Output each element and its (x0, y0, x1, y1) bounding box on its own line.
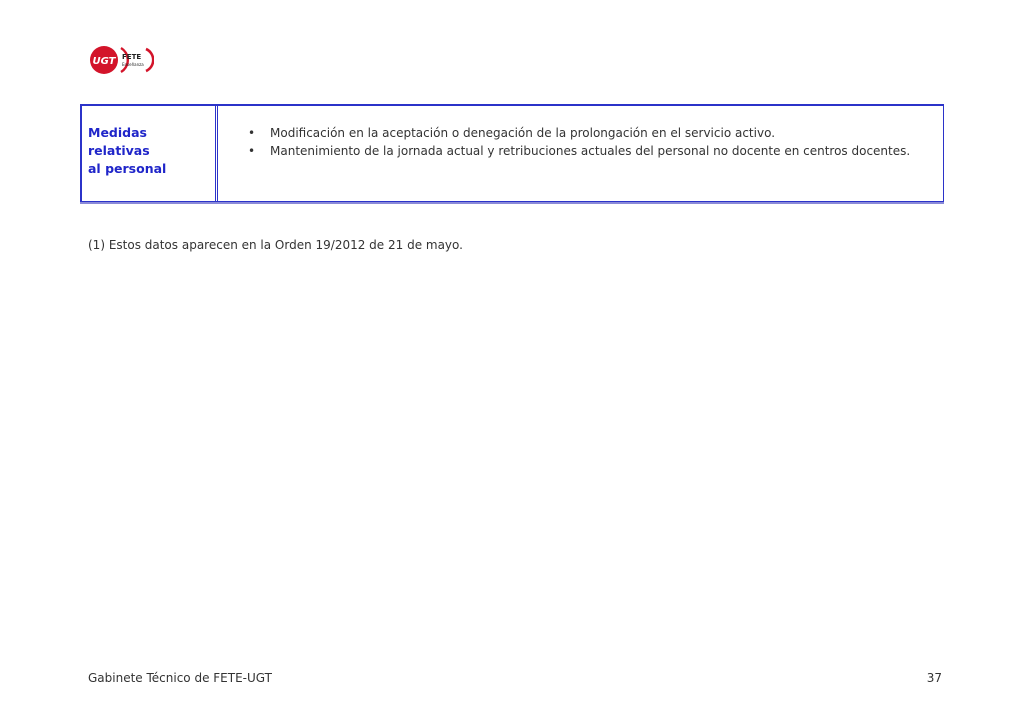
fete-ugt-logo (88, 44, 154, 76)
table-heading-cell (82, 106, 218, 201)
measures-list (248, 124, 937, 160)
table-content-cell (218, 106, 943, 201)
page-number: 37 (926, 671, 942, 685)
list-item (248, 142, 937, 160)
bullet-icon: • (248, 144, 256, 158)
measures-table (80, 104, 944, 203)
logo-org-text: FETE (122, 53, 142, 61)
list-item-text: Modificación en la aceptación o denegación de la prolongación en el servicio activo. (270, 126, 776, 140)
list-item-text: Mantenimiento de la jornada actual y retribuciones actuales del personal no docente en centros docentes. (270, 144, 911, 158)
table-heading: Medidas relativas al personal (88, 125, 167, 176)
footer-text: Gabinete Técnico de FETE-UGT (88, 671, 272, 685)
footnote: (1) Estos datos aparecen en la Orden 19/2012 de 21 de mayo. (88, 238, 463, 252)
bullet-icon: • (248, 126, 256, 140)
logo-brand-text: UGT (92, 56, 116, 67)
list-item (248, 124, 937, 142)
fete-ugt-logo-mark (88, 44, 154, 76)
logo-sub-text: Enseñanza (122, 62, 144, 67)
